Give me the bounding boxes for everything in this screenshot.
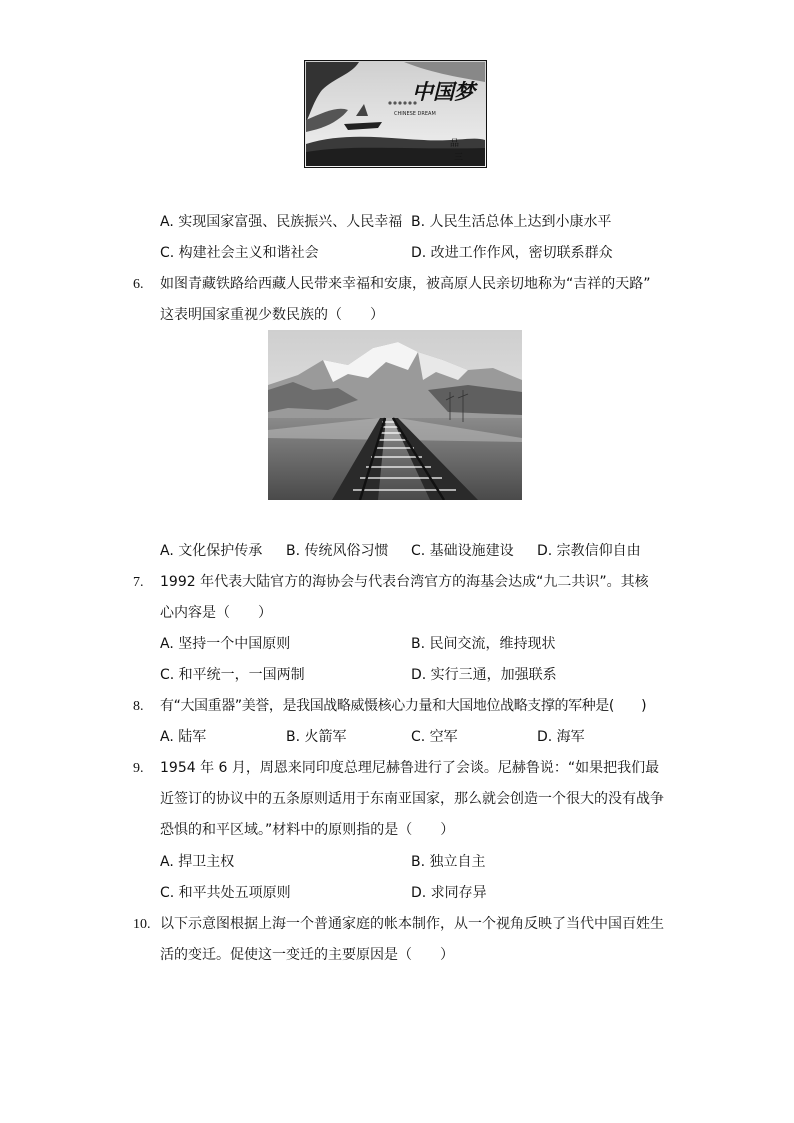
q5-option-c: C. 构建社会主义和谐社会 [160,245,319,261]
q6-number: 6. [133,277,144,292]
chinese-dream-poster-image [304,60,487,168]
q8-number: 8. [133,699,144,714]
q9-stem-line2: 近签订的协议中的五条原则适用于东南亚国家，那么就会创造一个很大的没有战争 [160,791,664,807]
q10-stem-line1: 以下示意图根据上海一个普通家庭的帐本制作，从一个视角反映了当代中国百姓生 [160,916,664,932]
svg-text:品: 品 [450,139,460,149]
q9-stem-line1: 1954 年 6 月，周恩来同印度总理尼赫鲁进行了会谈。尼赫鲁说：“如果把我们最 [160,760,660,776]
q5-option-b: B. 人民生活总体上达到小康水平 [411,214,612,230]
q7-option-a: A. 坚持一个中国原则 [160,636,291,652]
q8-option-c: C. 空军 [411,729,458,745]
q6-option-d: D. 宗教信仰自由 [537,543,641,559]
q8-option-b: B. 火箭军 [286,729,347,745]
q6-stem-line2: 这表明国家重视少数民族的（ ） [160,307,384,323]
q6-option-a: A. 文化保护传承 [160,543,263,559]
q7-option-c: C. 和平统一，一国两制 [160,667,305,683]
q6-stem-line1: 如图青藏铁路给西藏人民带来幸福和安康，被高原人民亲切地称为“吉祥的天路” [160,276,651,292]
q9-number: 9. [133,761,144,776]
q7-option-b: B. 民间交流，维持现状 [411,636,556,652]
q8-stem-line1: 有“大国重器”美誉，是我国战略威慑核心力量和大国地位战略支撑的军种是( ) [160,698,647,714]
q7-stem-line2: 心内容是（ ） [160,605,272,621]
q8-option-a: A. 陆军 [160,729,207,745]
q9-option-c: C. 和平共处五项原则 [160,885,291,901]
q7-stem-line1: 1992 年代表大陆官方的海协会与代表台湾官方的海基会达成“九二共识”。其核 [160,574,649,590]
qinghai-tibet-railway-photo [268,330,522,500]
railway-photo-graphic [268,330,522,500]
chinese-dream-poster-graphic [304,60,487,168]
q6-option-c: C. 基础设施建设 [411,543,514,559]
poster-title-text: 中国梦 [412,79,475,104]
q9-stem-line3: 恐惧的和平区域。”材料中的原则指的是（ ） [160,822,455,838]
q9-option-d: D. 求同存异 [411,885,487,901]
q9-option-a: A. 捍卫主权 [160,854,235,870]
q5-option-d: D. 改进工作作风，密切联系群众 [411,245,613,261]
q10-stem-line2: 活的变迁。促使这一变迁的主要原因是（ ） [160,947,454,963]
q7-number: 7. [133,575,144,590]
q6-option-b: B. 传统风俗习惯 [286,543,389,559]
q8-option-d: D. 海军 [537,729,585,745]
q5-option-a: A. 实现国家富强、民族振兴、人民幸福 [160,214,403,230]
q10-number: 10. [133,917,151,932]
q9-option-b: B. 独立自主 [411,854,486,870]
q7-option-d: D. 实行三通，加强联系 [411,667,557,683]
poster-subtitle-text: CHINESE DREAM [394,111,436,117]
svg-text:三: 三 [454,153,464,163]
